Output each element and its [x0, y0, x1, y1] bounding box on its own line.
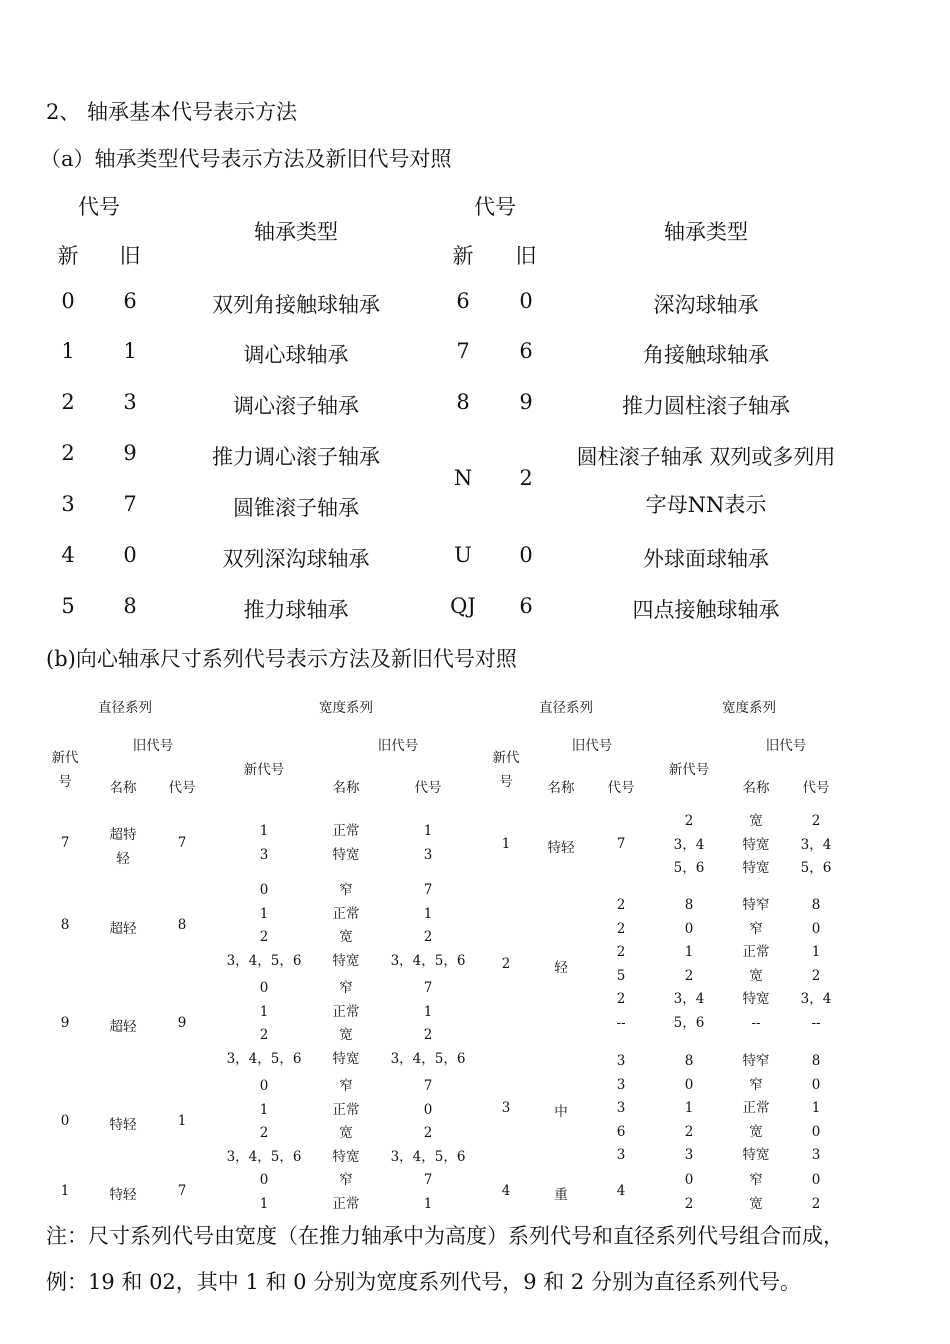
table-cell: 4 — [501, 1183, 511, 1199]
table-cell: 7 — [177, 835, 187, 851]
table-cell: 7 — [123, 492, 137, 516]
new-header-right: 新 — [452, 244, 474, 268]
table-cell: 1 — [177, 1113, 187, 1129]
table-cell-stack: 特窄 窄 正常 宽 特宽 — [742, 1053, 770, 1163]
table-cell: 6 — [123, 289, 137, 313]
table-cell-stack: 0 1 2 3，4，5，6 — [226, 1078, 302, 1165]
table-cell: 特轻 — [109, 1117, 137, 1133]
code-header: 代号 — [414, 780, 442, 796]
table-cell: 外球面球轴承 — [643, 547, 769, 571]
table-cell: 2 — [61, 390, 75, 414]
table-cell: 圆锥滚子轴承 — [233, 496, 359, 520]
table-cell: 深沟球轴承 — [653, 293, 759, 317]
table-cell-stack: 特窄 窄 正常 宽 特宽 -- — [742, 897, 770, 1031]
width-old-code-header: 旧代号 — [765, 738, 807, 754]
table-cell: 特轻 — [547, 840, 575, 856]
table-cell: 轻 — [116, 851, 130, 867]
table-cell: 8 — [177, 917, 187, 933]
note-line-1: 注：尺寸系列代号由宽度（在推力轴承中为高度）系列代号和直径系列代号组合而成， — [46, 1224, 844, 1248]
table-cell-stack: 7 0 2 3，4，5，6 — [390, 1078, 466, 1165]
new-header-left: 新 — [57, 244, 79, 268]
table-cell-stack: 0 2 — [811, 1172, 821, 1212]
table-cell: 5 — [61, 594, 75, 618]
table-cell: 9 — [177, 1015, 187, 1031]
width-series-header: 宽度系列 — [319, 700, 373, 716]
code-header-right: 代号 — [474, 195, 516, 219]
table-cell: 双列深沟球轴承 — [222, 547, 370, 571]
table-cell: 1 — [61, 339, 75, 363]
table-cell: 8 — [60, 917, 70, 933]
table-cell: 6 — [519, 339, 533, 363]
table-cell-stack: 7 1 — [423, 1172, 433, 1212]
table-cell-stack: 正常 特宽 — [332, 823, 360, 863]
table-cell-stack: 0 2 — [684, 1172, 694, 1212]
table-cell: 超轻 — [109, 921, 137, 937]
table-cell-stack: 1 3 — [423, 823, 433, 863]
table-cell: 角接触球轴承 — [643, 343, 769, 367]
table-cell-stack: 2 2 2 5 2 -- — [616, 897, 626, 1031]
old-header-left: 旧 — [119, 244, 141, 268]
table-cell: 推力圆柱滚子轴承 — [622, 394, 790, 418]
diameter-series-header: 直径系列 — [539, 700, 593, 716]
new-code-header: 新代 — [51, 750, 79, 766]
table-cell: N — [453, 466, 473, 490]
name-header: 名称 — [332, 780, 360, 796]
table-cell: 超轻 — [109, 1019, 137, 1035]
table-cell: 0 — [60, 1113, 70, 1129]
type-header-left: 轴承类型 — [254, 220, 338, 244]
table-cell: U — [454, 543, 472, 567]
code-header: 代号 — [607, 780, 635, 796]
table-cell: 7 — [616, 836, 626, 852]
note-line-2: 例：19 和 02，其中 1 和 0 分别为宽度系列代号，9 和 2 分别为直径系列代号。 — [46, 1270, 801, 1294]
table-cell-stack: 0 1 2 3，4，5，6 — [226, 882, 302, 969]
table-cell-stack: 窄 正常 — [332, 1172, 360, 1212]
table-cell: 3 — [61, 492, 75, 516]
old-header-right: 旧 — [515, 244, 537, 268]
table-cell-stack: 0 1 2 3，4，5，6 — [226, 980, 302, 1067]
subsection-a-title: （a）轴承类型代号表示方法及新旧代号对照 — [40, 147, 452, 171]
table-cell-stack: 8 0 1 2 3，4 -- — [800, 897, 832, 1031]
code-header-left: 代号 — [78, 195, 120, 219]
table-cell: 调心球轴承 — [243, 343, 349, 367]
subsection-b-title: (b)向心轴承尺寸系列代号表示方法及新旧代号对照 — [46, 647, 517, 671]
table-cell: 超特 — [109, 827, 137, 843]
table-cell: 中 — [554, 1104, 568, 1120]
table-cell-stack: 8 0 1 2 3，4 5，6 — [673, 897, 705, 1031]
table-cell-stack: 8 0 1 0 3 — [811, 1053, 821, 1163]
table-cell: 4 — [616, 1183, 626, 1199]
table-cell: 0 — [519, 289, 533, 313]
new-code-header: 号 — [499, 774, 513, 790]
new-code-header: 新代 — [492, 750, 520, 766]
old-code-header: 旧代号 — [132, 738, 174, 754]
table-cell: 9 — [60, 1015, 70, 1031]
table-cell: 1 — [501, 836, 511, 852]
table-cell: 2 — [61, 441, 75, 465]
old-code-header: 旧代号 — [571, 738, 613, 754]
table-cell: 推力球轴承 — [243, 598, 349, 622]
table-cell: 9 — [519, 390, 533, 414]
table-cell: 7 — [177, 1183, 187, 1199]
table-cell: 9 — [123, 441, 137, 465]
table-cell-stack: 宽 特宽 特宽 — [742, 813, 770, 876]
table-cell-stack: 窄 正常 宽 特宽 — [332, 980, 360, 1067]
table-cell-stack: 窄 宽 — [749, 1172, 763, 1212]
table-cell: QJ — [450, 594, 476, 618]
table-cell: 双列角接触球轴承 — [212, 293, 380, 317]
type-header-right: 轴承类型 — [664, 220, 748, 244]
table-cell-stack: 8 0 1 2 3 — [684, 1053, 694, 1163]
section-title: 2、 轴承基本代号表示方法 — [46, 100, 298, 124]
width-old-code-header: 旧代号 — [377, 738, 419, 754]
table-cell: 3 — [123, 390, 137, 414]
table-cell-stack: 7 1 2 3，4，5，6 — [390, 980, 466, 1067]
table-cell: 8 — [123, 594, 137, 618]
table-cell: 2 — [519, 466, 533, 490]
table-cell: 1 — [123, 339, 137, 363]
width-new-code-header: 新代号 — [243, 762, 285, 778]
name-header: 名称 — [547, 780, 575, 796]
table-cell-stack: 3 3 3 6 3 — [616, 1053, 626, 1163]
table-cell-stack: 窄 正常 宽 特宽 — [332, 1078, 360, 1165]
table-cell: 3 — [501, 1100, 511, 1116]
table-cell: 7 — [60, 835, 70, 851]
table-cell-stack: 窄 正常 宽 特宽 — [332, 882, 360, 969]
table-cell: 调心滚子轴承 — [233, 394, 359, 418]
table-cell: 8 — [456, 390, 470, 414]
table-cell: 0 — [519, 543, 533, 567]
width-series-header: 宽度系列 — [722, 700, 776, 716]
table-cell-stack: 7 1 2 3，4，5，6 — [390, 882, 466, 969]
table-cell: 2 — [501, 956, 511, 972]
diameter-series-header: 直径系列 — [98, 700, 152, 716]
width-new-code-header: 新代号 — [668, 762, 710, 778]
table-cell: 字母NN表示 — [645, 493, 767, 517]
table-cell-stack: 2 3，4 5，6 — [800, 813, 832, 876]
table-cell: 推力调心滚子轴承 — [212, 445, 380, 469]
table-cell: 7 — [456, 339, 470, 363]
code-header: 代号 — [168, 780, 196, 796]
table-cell: 四点接触球轴承 — [632, 598, 780, 622]
table-cell: 特轻 — [109, 1187, 137, 1203]
table-cell: 6 — [519, 594, 533, 618]
table-cell-stack: 2 3，4 5，6 — [673, 813, 705, 876]
table-cell: 0 — [61, 289, 75, 313]
code-header: 代号 — [802, 780, 830, 796]
table-cell: 0 — [123, 543, 137, 567]
table-cell: 圆柱滚子轴承 双列或多列用 — [576, 445, 836, 469]
name-header: 名称 — [109, 780, 137, 796]
table-cell-stack: 0 1 — [259, 1172, 269, 1212]
table-cell: 重 — [554, 1187, 568, 1203]
name-header: 名称 — [742, 780, 770, 796]
table-cell: 6 — [456, 289, 470, 313]
table-cell-stack: 1 3 — [259, 823, 269, 863]
table-cell: 1 — [60, 1183, 70, 1199]
new-code-header: 号 — [58, 774, 72, 790]
table-cell: 4 — [61, 543, 75, 567]
table-cell: 轻 — [554, 960, 568, 976]
